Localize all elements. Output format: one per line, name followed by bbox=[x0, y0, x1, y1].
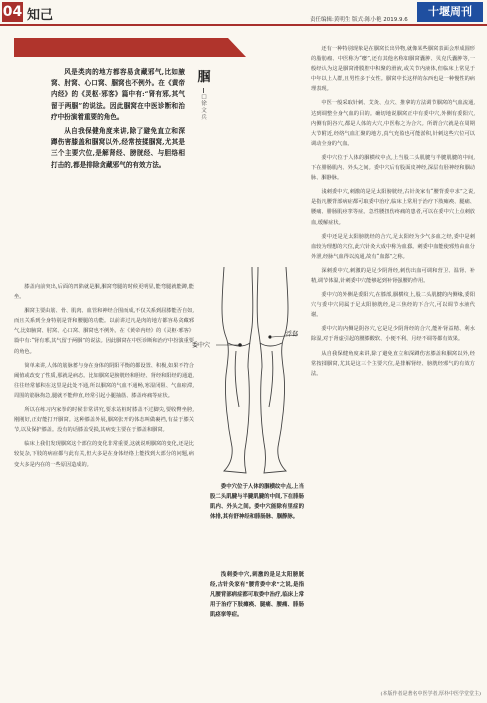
body-paragraph: 从自我保健角度来讲,除了避免直立和深蹲伤害膝盖和腘窝以外,经常按揉腘窝,尤其是这三个主要穴位,是排解肾经、膀胱经邪气的有效方法。 bbox=[311, 350, 475, 377]
page-header bbox=[0, 0, 487, 26]
body-paragraph: 中医一般采取针刺、艾灸、点穴、推拿的方法调节腘窝的气血流通,达到调整全身气血的目的。确切地说腘窝正中有委中穴,外侧有委阳穴,内侧有阴谷穴,都是人体的大穴,中医称之为合穴。所谓合穴就是在周期大节附近,经络气血汇聚的地方,真气充盈也可能淤积,针刺这些穴位可以调动全身的气血。 bbox=[311, 100, 475, 147]
intro-paragraph: 风是类肉的地方都容易贪藏邪气,比如腋窝、肘窝、心口窝、腘窝也不例外。在《黄帝内经》的《灵枢·邪客》篇中有:“肾有邪,其气留于两腘”的说法。因此腘窝在中医诊断和治疗中扮演着重要的角色。 bbox=[51, 68, 185, 121]
body-paragraph: 委中穴的外侧是委阳穴,在膝部,腘横纹上,股二头肌腱的内侧缘,委阳穴与委中穴同属于足太阳膀胱经,是三焦经的下合穴,可以调节水液代谢。 bbox=[311, 292, 475, 319]
red-banner bbox=[14, 38, 246, 57]
leg-acupoint-figure bbox=[192, 267, 304, 477]
intro-paragraph: 从自我保健角度来讲,除了避免直立和深蹲伤害膝盖和腘窝以外,经常按揉腘窝,尤其是三个主要穴位,是解肾经、膀胱经、与胆络相打击的,都是排除贪藏邪气的有效方法。 bbox=[51, 127, 185, 169]
caption-paragraph: 委中穴位于人体的腘横纹中点,上当股二头肌腱与半腱肌腱的中间,下在腓肠肌内、外头之间。委中穴能除有里症的体排,其有舒神经和腓肠脉、腘静脉。 bbox=[210, 484, 304, 520]
figure-caption bbox=[210, 570, 304, 620]
body-paragraph: 所以在练习内家拳的时候非常讲究,要求站桩时膝盖不过脚尖,要收臀坐胯,刚刚好,正好能打开腘窝。这种膝盖外展,腘窝张开的体态叫做裹裆,有益于膝关节,以及保护膝盖。没有的话膝盖受损,其病变主要在于膝盖和腘窝。 bbox=[14, 407, 194, 434]
masthead: 十堰周刊 bbox=[417, 2, 483, 22]
page-number: 04 bbox=[2, 4, 23, 20]
left-column bbox=[14, 282, 194, 692]
body-paragraph: 深刺委中穴,刺激的是足少阴肾经,刺伤出血可调和营卫、温肾、补精,调节体温,针刺委中穴能够起到补肾强腰的作用。 bbox=[311, 267, 475, 284]
body-paragraph: 浅刺委中穴,刺激的是足太阳膀胱经,古针灸家有“腰背委中求”之说,是指凡腰背部病症都可取委中治疗,临床上常用于治疗下肢瘫痪、腿痛、腰痛、腓肠肌痉挛等症。急性腰扭伤疼痛的患者,可以在委中穴上点刺放血,缓解症状。 bbox=[311, 189, 475, 226]
figure-caption bbox=[210, 482, 304, 522]
body-paragraph: 简单来讲,人体的筋脉蓄与身在身体的阴阳平衡的都设置、积极,如果不符合阈值或改变了性质,那就是病态。比如腘窝是膀胱经和胆经、肾经和阳经的通道,往往经常郁积在这里是此处不通,所以腘窝的气血不通畅,寒湿闭阻、气血瘀滞,周围的筋脉拘急,腿就不能伸直,经常引起小腿抽筋、膝盖疼痛等症状。 bbox=[14, 362, 194, 399]
body-paragraph: 委中还是足太阳膀胱经的合穴,足太阳经为少气多血之经,委中是刺血较为理想的穴位,此穴针灸大成中称为血郄。刺委中血能使邪热由血分外泄,经脉气血得以流通,故有“血郄”之称。 bbox=[311, 233, 475, 260]
body-paragraph: 临床上我们发现腘窝这个部位的变化非常重要,这就说明腘窝的变化,还是比较复杂,下肢的病症都与此有关,但大多是在身体经络上能找到大部分的问题,病变大多是内在的一些原因造成的。 bbox=[14, 441, 194, 468]
body-paragraph: 膝盖向前突出,后面的凹陷就是腘,腘窝弯腿的时候更明显,能弯腿就能蹲,能坐。 bbox=[14, 284, 194, 301]
editor-info: 责任编辑:黄明生 版式:陈小艳 2019.9.6 bbox=[310, 17, 408, 23]
body-paragraph: 腘窝主要由筋、骨、肌肉、血管和神经合围而成,不仅关系到屈膝能否自如,而且关系到全身特别是背和腰腿的功能。以前讲过凡是肉的地方都容易贪藏邪气,比如腋窝、肘窝、心口窝、腘窝也不例外。在《黄帝内经》的《灵枢·邪客》篇中有:“肾有邪,其气留于两腘”的说法。因此腘窝在中医诊断和治疗中扮演重要的角色。 bbox=[14, 308, 194, 355]
section-title: 知己 bbox=[27, 8, 54, 23]
leg-illustration bbox=[206, 267, 304, 477]
caption-paragraph: 浅刺委中穴,刺激的是足太阳膀胱经,古针灸家有“腰背委中求”之说,是指凡腰背部病症都可取委中治疗,临床上常用于治疗下肢瘫痪、腿痛、腰痛、腓肠肌痉挛等症。 bbox=[210, 572, 304, 618]
body-paragraph: 还有一种特别现象是在腘窝长出异物,就像某些腘窝表面会形成圆形的脂肪瘤、中医称为“瘿”,还有其他名称如腘窝囊肿、贝克氏囊肿等,一般经认为这是腘窝滑膜腔中积聚的滑液,或关节内液体,但临床上常见于中年以上人群,且男性多于女性。腘窝中长这样的东西也是一种慢性的病理表现。 bbox=[311, 46, 475, 93]
author-rule bbox=[203, 88, 204, 93]
header-rule bbox=[0, 24, 487, 26]
author-note: (本版作者是著名中医学者,厚朴中医学堂堂主) bbox=[380, 691, 481, 697]
body-paragraph: 委中穴的内侧是阴谷穴,它是足少阴肾经的合穴,能补肾益精、利水除湿,对于肾虚引起的腰膝酸软、小便不利、月经不调等都有效果。 bbox=[311, 326, 475, 343]
label-fuxi: 浮郄 bbox=[286, 331, 299, 338]
author: □徐文兵 bbox=[201, 94, 207, 121]
article-title: 腘 bbox=[197, 70, 211, 85]
intro-box bbox=[51, 67, 185, 263]
body-paragraph: 委中穴位于人体的腘横纹中点,上当股二头肌腱与半腱肌腱的中间,下在腓肠肌内、外头之间。委中穴后有股面皮神经,深层有胫神经和腘动脉、腘静脉。 bbox=[311, 154, 475, 182]
label-weizhong: 委中穴 bbox=[192, 342, 211, 349]
right-column bbox=[311, 44, 475, 684]
